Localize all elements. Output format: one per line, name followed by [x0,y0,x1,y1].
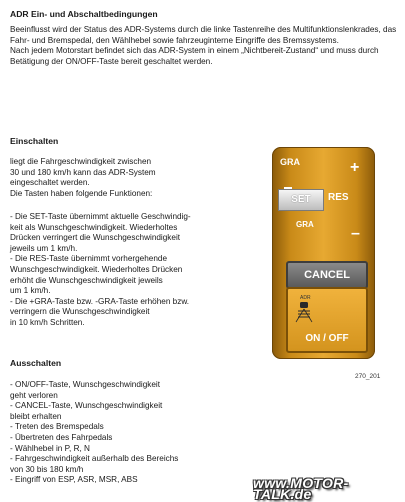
list-item: - Die SET-Taste übernimmt aktuelle Geschwindig- keit als Wunschgeschwindigkeit. Wiederholtes Drücken verringert die Wunschgeschwindigkeit jeweils um 1 km/h. [10,212,191,253]
car-distance-icon [295,301,315,323]
list-item: - Eingriff von ESP, ASR, MSR, ABS [10,475,138,485]
list-item: - ON/OFF-Taste, Wunschgeschwindigkeit geht verloren [10,380,160,400]
set-button[interactable]: SET [278,189,324,211]
list-item: - Treten des Bremspedals [10,422,104,432]
list-item: - Wählhebel in P, R, N [10,443,90,453]
ausschalten-heading: Ausschalten [10,358,62,368]
einschalten-text: liegt die Fahrgeschwindigkeit zwischen 30 und 180 km/h kann das ADR-System eingeschaltet werden. Die Tasten haben folgende Funktionen: [10,157,156,198]
minus-icon[interactable]: – [351,225,360,242]
list-item: - Fahrgeschwindigkeit außerhalb des Bereichs von 30 bis 180 km/h [10,454,179,474]
intro-paragraph: Beeinflusst wird der Status des ADR-Systems durch die linke Tastenreihe des Multifunktionslenkrades, das Fahr- und Bremspedal, den Wählhebel sowie fahrzeuginterne Eingriffe des Bremssystems. Nach jedem Motorstart befindet sich das ADR-System in einem „Nichtbereit-Zustand“ und muss durch Betätigung der ON/OFF-Taste bereit geschaltet werden. [10,25,397,66]
list-item: - CANCEL-Taste, Wunschgeschwindigkeit bleibt erhalten [10,401,163,421]
ausschalten-list [10,380,265,486]
gra-minus-label[interactable]: GRA [296,220,314,229]
list-item: - Übertreten des Fahrpedals [10,432,113,442]
adr-label: ADR [300,295,311,301]
list-item: - Die +GRA-Taste bzw. -GRA-Taste erhöhen bzw. verringern die Wunschgeschwindigkeit in 10 km/h Schritten. [10,296,190,327]
figure-number: 270_201 [355,373,381,380]
list-item: - Die RES-Taste übernimmt vorhergehende Wunschgeschwindigkeit. Wiederholtes Drücken erhöht die Wunschgeschwindigkeit jeweils um 1 km/h. [10,254,183,296]
plus-icon[interactable]: + [350,159,360,176]
adr-control-panel [272,147,375,359]
watermark: www.MOTOR-TALK.de [253,475,349,502]
einschalten-list [10,212,265,329]
res-button[interactable]: RES [328,192,349,203]
einschalten-heading: Einschalten [10,136,59,146]
on-off-label: ON / OFF [305,333,349,345]
page-title: ADR Ein- und Abschaltbedingungen [10,9,158,19]
on-off-button[interactable] [286,287,368,353]
gra-plus-label[interactable]: GRA [280,157,300,167]
cancel-button[interactable]: CANCEL [286,261,368,289]
